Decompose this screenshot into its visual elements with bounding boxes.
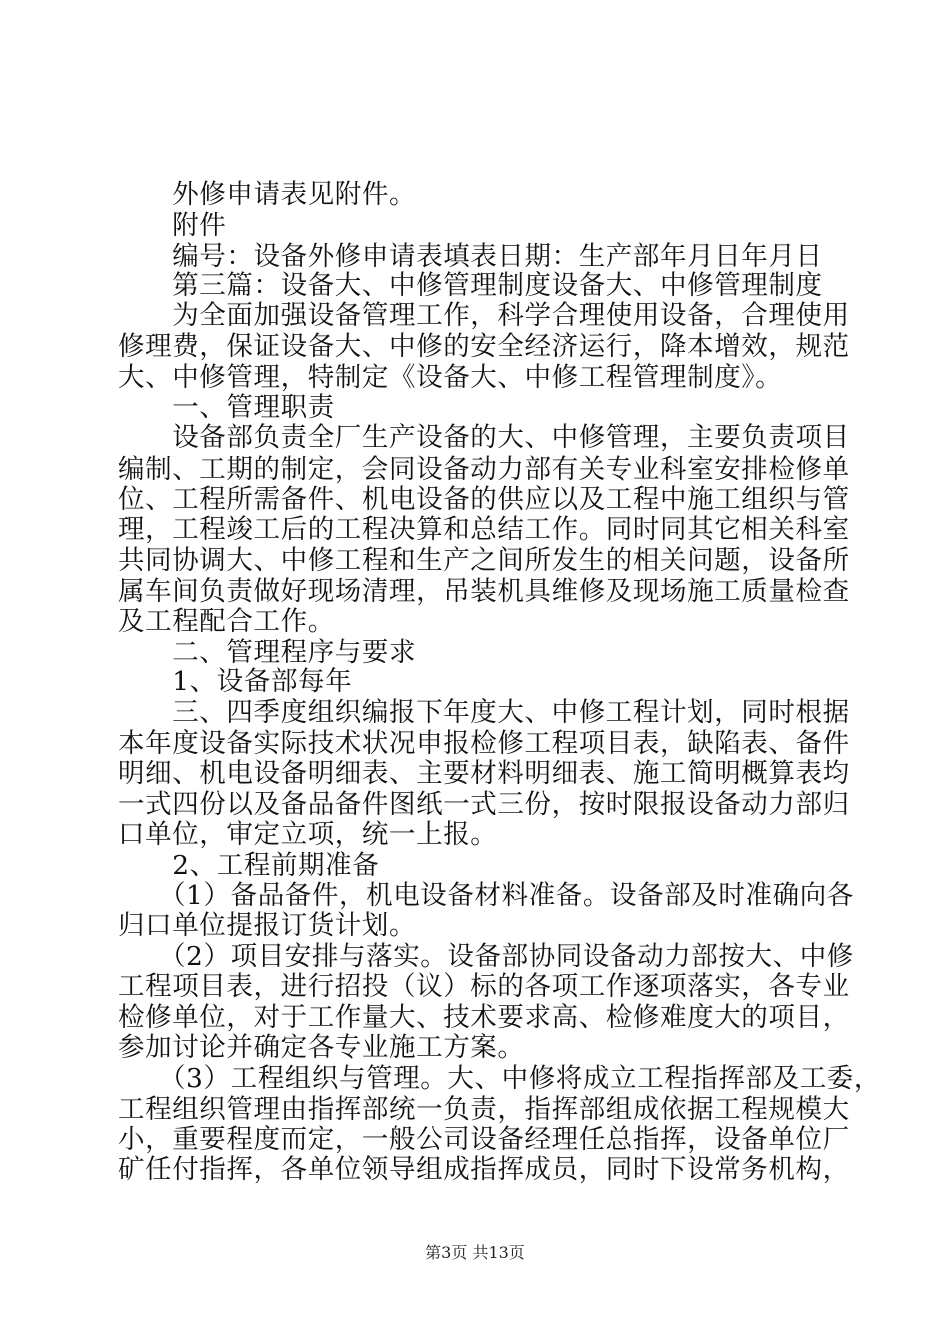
text-line: 小，重要程度而定，一般公司设备经理任总指挥，设备单位厂 (118, 1124, 850, 1155)
text-line: 理，工程竣工后的工程决算和总结工作。同时同其它相关科室 (118, 514, 850, 545)
text-line: 本年度设备实际技术状况申报检修工程项目表，缺陷表、备件 (118, 728, 850, 759)
text-line: 大、中修管理，特制定《设备大、中修工程管理制度》。 (118, 362, 783, 393)
text-line: 三、四季度组织编报下年度大、中修工程计划，同时根据 (118, 697, 850, 728)
section-heading: 二、管理程序与要求 (118, 637, 417, 668)
text-line: 一式四份以及备品备件图纸一式三份，按时限报设备动力部归 (118, 789, 850, 820)
text-line: 矿任付指挥，各单位领导组成指挥成员，同时下设常务机构， (118, 1154, 850, 1185)
page-number-footer: 第3页 共13页 (425, 1243, 525, 1262)
text-line: 位、工程所需备件、机电设备的供应以及工程中施工组织与管 (118, 484, 850, 515)
text-line: 编制、工期的制定，会同设备动力部有关专业科室安排检修单 (118, 454, 850, 485)
text-line: 属车间负责做好现场清理，吊装机具维修及现场施工质量检查 (118, 576, 850, 607)
text-line: （2）项目安排与落实。设备部协同设备动力部按大、中修 (118, 941, 854, 972)
text-line: 为全面加强设备管理工作，科学合理使用设备，合理使用 (118, 300, 850, 331)
section-heading: 2、工程前期准备 (118, 850, 380, 881)
text-line: （1）备品备件，机电设备材料准备。设备部及时准确向各 (118, 880, 854, 911)
text-line: 工程项目表，进行招投（议）标的各项工作逐项落实，各专业 (118, 971, 850, 1002)
text-line: 编号：设备外修申请表填表日期：生产部年月日年月日 (118, 241, 823, 272)
text-line: 外修申请表见附件。 (118, 179, 417, 210)
text-line: 1、设备部每年 (118, 666, 353, 697)
text-line: 共同协调大、中修工程和生产之间所发生的相关问题，设备所 (118, 545, 850, 576)
text-line: 检修单位，对于工作量大、技术要求高、检修难度大的项目， (118, 1002, 850, 1033)
text-line: 设备部负责全厂生产设备的大、中修管理，主要负责项目 (118, 422, 850, 453)
text-line: （3）工程组织与管理。大、中修将成立工程指挥部及工委， (118, 1063, 882, 1094)
text-line: 第三篇：设备大、中修管理制度设备大、中修管理制度 (118, 270, 823, 301)
text-line: 附件 (118, 210, 227, 241)
text-line: 工程组织管理由指挥部统一负责，指挥部组成依据工程规模大 (118, 1094, 850, 1125)
text-line: 口单位，审定立项，统一上报。 (118, 819, 498, 850)
text-line: 及工程配合工作。 (118, 606, 335, 637)
text-line: 归口单位提报订货计划。 (118, 910, 417, 941)
text-line: 修理费，保证设备大、中修的安全经济运行，降本增效，规范 (118, 331, 850, 362)
text-line: 明细、机电设备明细表、主要材料明细表、施工简明概算表均 (118, 758, 850, 789)
section-heading: 一、管理职责 (118, 392, 335, 423)
text-line: 参加讨论并确定各专业施工方案。 (118, 1032, 525, 1063)
